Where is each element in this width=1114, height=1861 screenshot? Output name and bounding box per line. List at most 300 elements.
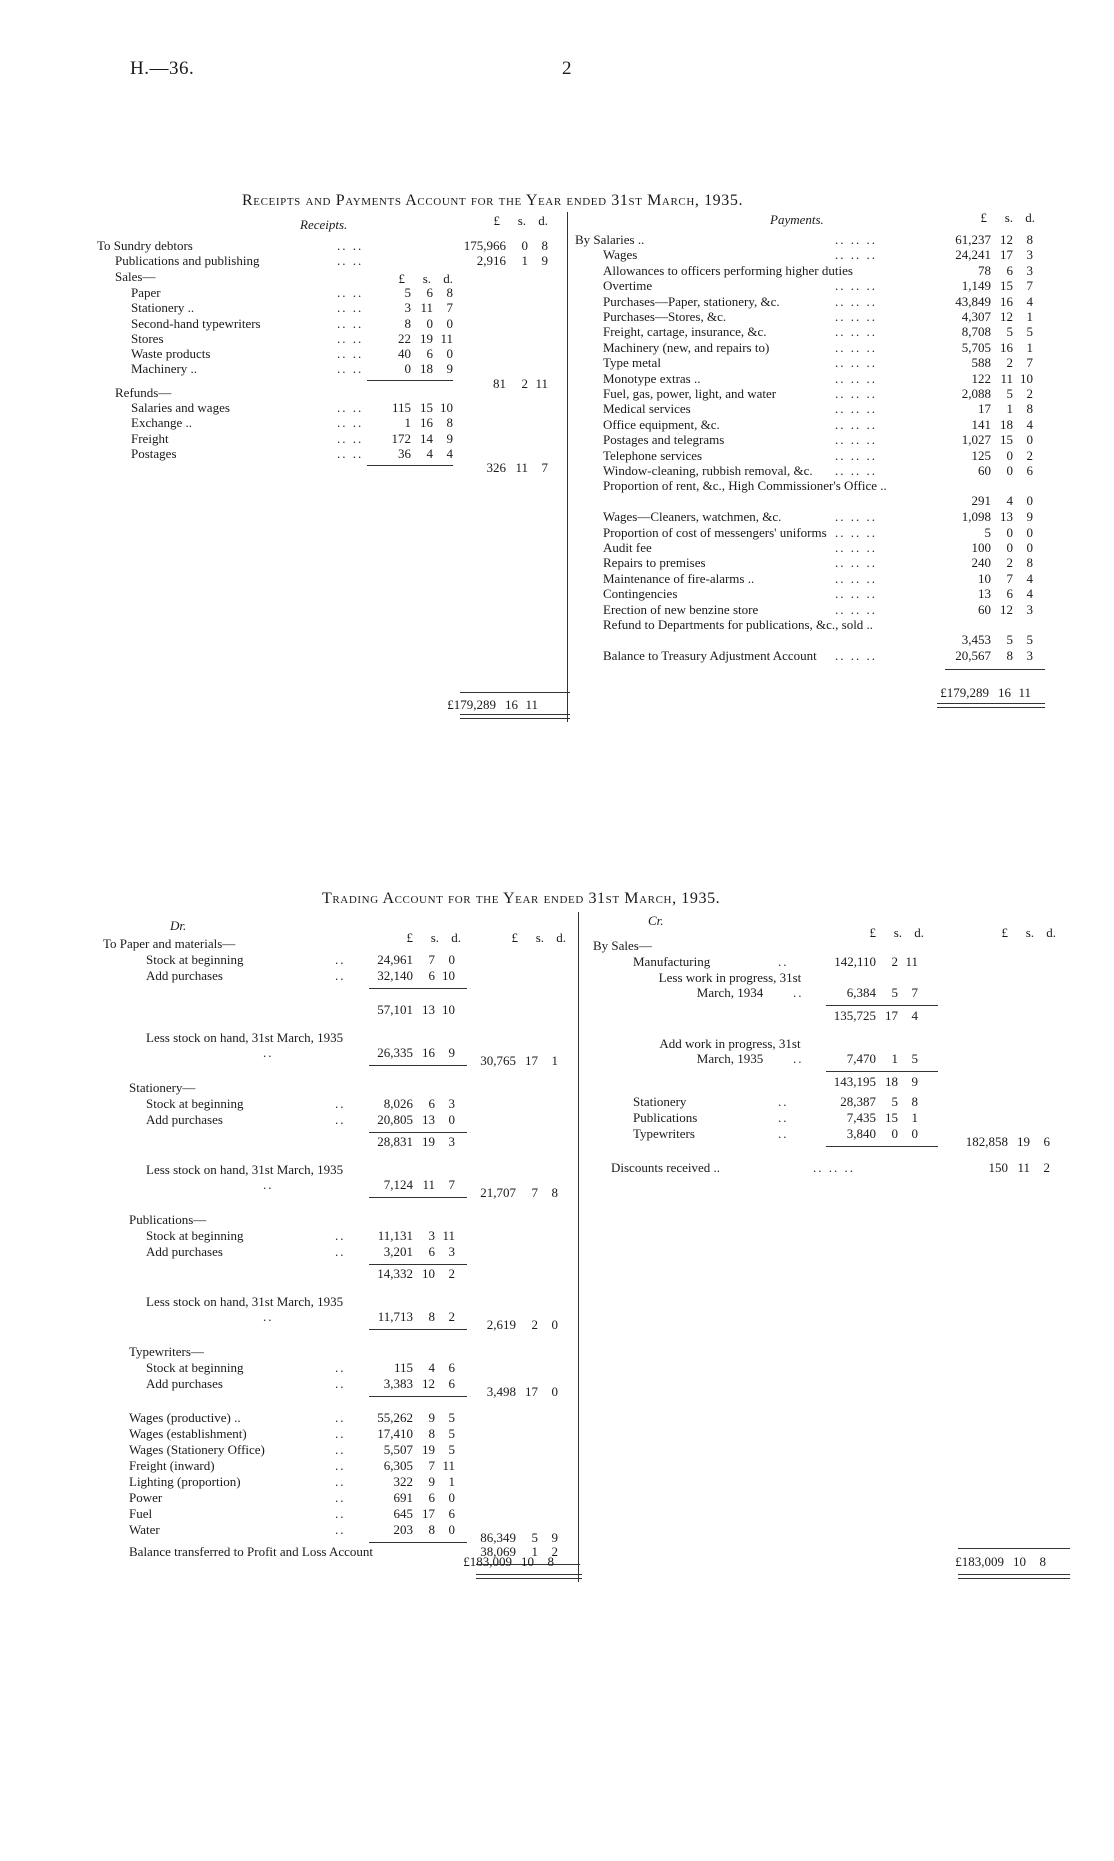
- receipts-grand-total-pounds: £179,289: [447, 697, 496, 712]
- leader-dots: ..: [263, 1177, 274, 1192]
- leader-dots: ..: [335, 1410, 346, 1425]
- receipts-subtotal-amount-pounds: 81: [493, 376, 506, 392]
- receipts-subtotal-amount-shillings: 2: [521, 376, 528, 392]
- dr-item-amount: [357, 1442, 455, 1458]
- payments-amount-shillings: 4: [1006, 493, 1013, 509]
- total-double-rule: [937, 703, 1045, 708]
- cr-item-amount-pence: 9: [911, 1074, 918, 1089]
- total-rule-top: [945, 669, 1045, 670]
- payments-row-label: Purchases—Paper, stationery, &c.: [603, 293, 780, 309]
- cr-item-amount: [820, 954, 918, 970]
- leader-dots: .. .. ..: [835, 247, 877, 263]
- dr-item-amount-pence: 6: [448, 1506, 455, 1521]
- payments-amount: [935, 432, 1033, 448]
- cr-item-amount-pounds: 7,470: [846, 1051, 876, 1066]
- payments-amount-pounds: 5,705: [961, 339, 991, 355]
- payments-amount-shillings: 18: [1000, 416, 1013, 432]
- cr-item-amount-pence: 0: [911, 1126, 918, 1141]
- leader-dots: ..: [335, 1490, 346, 1505]
- receipts-amount-pence: 9: [541, 253, 548, 269]
- payments-amount-pence: 10: [1020, 370, 1033, 386]
- cr-row-label: Publications: [633, 1110, 698, 1125]
- payments-amount-pence: 0: [1026, 432, 1033, 448]
- payments-row-label: Proportion of rent, &c., High Commissioner's Office ..: [603, 478, 887, 494]
- cr-currency-header-s: s.: [1025, 925, 1034, 940]
- payments-amount: [935, 555, 1033, 571]
- dr-row-label: Lighting (proportion): [129, 1474, 241, 1489]
- dr-item-amount-pence: 2: [448, 1266, 455, 1281]
- dr-row-label: Publications—: [129, 1212, 207, 1227]
- payments-amount: [935, 509, 1033, 525]
- receipts-payments-title: Receipts and Payments Account for the Year ended 31st March, 1935.: [242, 192, 744, 209]
- dr-row-label: Stock at beginning: [146, 1096, 244, 1111]
- payments-amount: [935, 386, 1033, 402]
- payments-amount-pounds: 8,708: [961, 324, 991, 340]
- cr-grand-total-pence: 8: [1039, 1554, 1046, 1569]
- receipts-amount-shillings: 0: [521, 238, 528, 253]
- dr-item-amount-pounds: 8,026: [383, 1096, 413, 1111]
- cr-sub-currency-header-pound-sign: £: [869, 925, 876, 940]
- dr-item-amount-pence: 5: [448, 1442, 455, 1457]
- receipts-currency-header-s: s.: [517, 213, 526, 228]
- payments-row-label: Purchases—Stores, &c.: [603, 309, 727, 324]
- payments-amount-shillings: 0: [1006, 540, 1013, 555]
- payments-amount: [935, 540, 1033, 556]
- receipts-item-amount-pounds: 0: [404, 361, 411, 377]
- trading-divider: [578, 912, 579, 1582]
- dr-item-amount-pounds: 322: [393, 1474, 413, 1489]
- leader-dots: ..: [335, 1442, 346, 1457]
- leader-dots: .. .. ..: [835, 586, 877, 602]
- total-double-rule: [476, 1574, 582, 1579]
- payments-amount: [935, 586, 1033, 602]
- dr-item-amount-pence: 6: [448, 1360, 455, 1375]
- dr-item-amount-shillings: 8: [428, 1309, 435, 1324]
- payments-row-label: Postages and telegrams: [603, 432, 725, 448]
- dr-item-amount: [357, 1490, 455, 1506]
- payments-amount-pounds: 1,149: [961, 278, 991, 294]
- dr-item-amount-pounds: 691: [393, 1490, 413, 1505]
- receipts-currency-header: [450, 213, 548, 229]
- dr-item-amount-shillings: 11: [422, 1177, 435, 1192]
- dr-item-amount-pence: 6: [448, 1376, 455, 1391]
- dr-item-amount-pounds: 645: [393, 1506, 413, 1521]
- cr-item-amount-pence: 7: [911, 985, 918, 1000]
- leader-dots: .. .. ..: [835, 232, 877, 247]
- payments-amount: [935, 355, 1033, 371]
- payments-amount-shillings: 0: [1006, 524, 1013, 540]
- leader-dots: .. .. ..: [835, 416, 877, 432]
- payments-amount: [935, 232, 1033, 248]
- leader-dots: ..: [335, 952, 346, 967]
- leader-dots: .. .. ..: [835, 309, 877, 324]
- cr-row: [0, 1074, 1114, 1090]
- dr-item-amount-pence: 9: [448, 1045, 455, 1060]
- dr-row: [0, 1474, 580, 1490]
- payments-amount-pence: 4: [1026, 570, 1033, 586]
- dr-item-amount-shillings: 9: [428, 1410, 435, 1425]
- payments-amount-pence: 8: [1026, 232, 1033, 247]
- dr-item-amount-pence: 0: [448, 952, 455, 967]
- dr-item-amount: [357, 1360, 455, 1376]
- cr-item-amount-pounds: 143,195: [833, 1074, 876, 1089]
- receipts-heading: Receipts.: [300, 217, 348, 232]
- dr-row-label: Freight (inward): [129, 1458, 215, 1473]
- receipts-item-amount-pence: 4: [446, 445, 453, 461]
- dr-subtotal-amount: [460, 1384, 558, 1400]
- cr-item-amount-shillings: 1: [891, 1051, 898, 1066]
- cr-item-amount-pounds: 28,387: [840, 1094, 876, 1109]
- dr-row: [0, 1410, 580, 1426]
- dr-item-amount-pence: 0: [448, 1490, 455, 1505]
- payments-amount-pence: 1: [1026, 309, 1033, 324]
- cr-row-label: By Sales—: [593, 938, 652, 953]
- payments-amount: [935, 401, 1033, 417]
- dr-item-amount-shillings: 7: [428, 1458, 435, 1473]
- cr-item-amount-pounds: 7,435: [846, 1110, 876, 1125]
- dr-item-amount: [357, 1376, 455, 1392]
- dr-item-amount-shillings: 7: [428, 952, 435, 967]
- cr-grand-total-shillings: 10: [1013, 1554, 1026, 1569]
- payments-amount-shillings: 12: [1000, 601, 1013, 617]
- dr-row-label: Fuel: [129, 1506, 153, 1521]
- payments-amount-shillings: 2: [1006, 555, 1013, 571]
- subtotal-rule: [369, 1329, 467, 1330]
- payments-row-label: Window-cleaning, rubbish removal, &c.: [603, 463, 813, 478]
- payments-amount-pounds: 141: [971, 416, 991, 432]
- dr-currency-header-s: s.: [535, 930, 544, 945]
- payments-amount: [935, 340, 1033, 356]
- dr-item-amount-pence: 3: [448, 1096, 455, 1111]
- payments-amount: [935, 525, 1033, 541]
- leader-dots: ..: [778, 954, 789, 969]
- payments-row-label: Allowances to officers performing higher duties: [603, 262, 853, 278]
- dr-item-amount-pence: 3: [448, 1244, 455, 1259]
- receipts-item-amount-shillings: 14: [420, 430, 433, 446]
- receipts-item-amount-pounds: 36: [398, 445, 411, 461]
- subtotal-rule: [369, 1542, 467, 1543]
- receipts-item-amount-pounds: 1: [404, 415, 411, 431]
- payments-amount: [935, 309, 1033, 325]
- payments-currency-header-d: d.: [1025, 210, 1035, 225]
- cr-row: [0, 1126, 1114, 1142]
- dr-item-amount-shillings: 9: [428, 1474, 435, 1489]
- leader-dots: .. .. ..: [835, 524, 877, 540]
- receipts-grand-total-shillings: 16: [505, 697, 518, 712]
- receipts-row-label: Publications and publishing: [115, 253, 260, 269]
- leader-dots: ..: [793, 1051, 804, 1066]
- payments-row-label: By Salaries ..: [575, 232, 645, 247]
- payments-amount: [935, 602, 1033, 618]
- receipts-row-label: Second-hand typewriters: [131, 315, 261, 331]
- dr-subtotal-amount-pounds: 3,498: [486, 1384, 516, 1399]
- cr-item-amount: [820, 985, 918, 1001]
- payments-amount-pence: 0: [1026, 540, 1033, 555]
- dr-item-amount-shillings: 12: [422, 1376, 435, 1391]
- payments-row-label: Medical services: [603, 401, 691, 417]
- total-rule-top: [460, 692, 570, 693]
- dr-subtotal-amount-shillings: 17: [525, 1053, 538, 1068]
- dr-item-amount-pence: 3: [448, 1134, 455, 1149]
- dr-subtotal-amount-pounds: 21,707: [480, 1185, 516, 1200]
- dr-item-amount-pounds: 20,805: [377, 1112, 413, 1127]
- dr-item-amount: [357, 1228, 455, 1244]
- leader-dots: .. ..: [337, 330, 364, 346]
- dr-grand-total-shillings: 10: [521, 1554, 534, 1569]
- dr-item-amount-pounds: 203: [393, 1522, 413, 1537]
- leader-dots: .. ..: [337, 361, 364, 377]
- dr-item-amount: [357, 1177, 455, 1193]
- payments-amount-pounds: 20,567: [955, 647, 991, 663]
- leader-dots: .. ..: [337, 253, 364, 269]
- leader-dots: .. .. ..: [835, 570, 877, 586]
- payments-amount-pence: 4: [1026, 293, 1033, 309]
- receipts-item-amount-pence: 8: [446, 284, 453, 300]
- payments-amount-pounds: 10: [978, 570, 991, 586]
- dr-row-label: To Paper and materials—: [103, 936, 236, 951]
- dr-item-amount: [357, 1410, 455, 1426]
- leader-dots: ..: [335, 1426, 346, 1441]
- receipts-row-label: Refunds—: [115, 384, 172, 400]
- payments-amount-pounds: 43,849: [955, 293, 991, 309]
- payments-row-label: Wages: [603, 247, 638, 263]
- payments-amount-pounds: 5: [984, 524, 991, 540]
- payments-amount-shillings: 7: [1006, 570, 1013, 586]
- dr-row-label: Stock at beginning: [146, 1360, 244, 1375]
- cr-item-amount-pounds: 3,840: [846, 1126, 876, 1141]
- payments-grand-total: [933, 685, 1031, 701]
- dr-item-amount-pence: 0: [448, 1522, 455, 1537]
- payments-grand-total-pence: 11: [1018, 685, 1031, 700]
- dr-item-amount-pounds: 28,831: [377, 1134, 413, 1149]
- dr-subtotal-amount: [460, 1317, 558, 1333]
- leader-dots: .. .. ..: [835, 647, 877, 663]
- dr-subtotal-amount-shillings: 17: [525, 1384, 538, 1399]
- payments-row-label: Maintenance of fire-alarms ..: [603, 570, 755, 586]
- payments-currency-header: [937, 210, 1035, 226]
- dr-row-label: Balance transferred to Profit and Loss Account: [129, 1544, 374, 1559]
- payments-amount: [935, 493, 1033, 509]
- subtotal-rule: [826, 1146, 938, 1147]
- payments-grand-total-shillings: 16: [998, 685, 1011, 700]
- leader-dots: ..: [335, 1474, 346, 1489]
- cr-currency-header-pound-sign: £: [1001, 925, 1008, 940]
- payments-row-label: Wages—Cleaners, watchmen, &c.: [603, 509, 782, 525]
- dr-currency-header-pound-sign: £: [511, 930, 518, 945]
- payments-amount: [935, 278, 1033, 294]
- leader-dots: .. .. ..: [835, 293, 877, 309]
- payments-currency-header-s: s.: [1004, 210, 1013, 225]
- dr-subtotal-amount-pounds: 30,765: [480, 1053, 516, 1068]
- leader-dots: .. .. ..: [835, 401, 877, 417]
- total-double-rule: [460, 714, 570, 719]
- cr-item-amount: [820, 1051, 918, 1067]
- dr-amount-pence: 2: [551, 1544, 558, 1559]
- dr-item-amount-pence: 11: [442, 1228, 455, 1243]
- payments-amount-pounds: 240: [971, 555, 991, 571]
- receipts-row-label: Stores: [131, 330, 164, 346]
- payments-amount-pounds: 291: [971, 493, 991, 509]
- receipts-item-amount-pounds: 40: [398, 346, 411, 362]
- dr-item-amount-pounds: 3,201: [383, 1244, 413, 1259]
- cr-row: [0, 938, 1114, 954]
- subtotal-rule: [369, 1197, 467, 1198]
- cr-item-amount-shillings: 18: [885, 1074, 898, 1089]
- leader-dots: .. ..: [337, 346, 364, 362]
- payments-row-label: Monotype extras ..: [603, 370, 701, 386]
- receipts-row-label: Postages: [131, 445, 177, 461]
- payments-amount: [935, 632, 1033, 648]
- dr-item-amount-shillings: 19: [422, 1134, 435, 1149]
- dr-subtotal-amount-pence: 0: [551, 1317, 558, 1332]
- dr-grand-total-pence: 8: [547, 1554, 554, 1569]
- payments-row: [0, 478, 1114, 494]
- cr-grand-total: [948, 1554, 1046, 1570]
- payments-amount-pence: 8: [1026, 555, 1033, 571]
- payments-amount: [935, 247, 1033, 263]
- dr-item-amount-pence: 10: [442, 1002, 455, 1017]
- cr-subtotal-amount-pounds: 182,858: [965, 1134, 1008, 1149]
- leader-dots: ..: [335, 1228, 346, 1243]
- payments-amount: [935, 371, 1033, 387]
- receipts-item-amount-pence: 9: [446, 361, 453, 377]
- receipts-item-amount-pence: 0: [446, 346, 453, 362]
- dr-item-amount-pounds: 6,305: [383, 1458, 413, 1473]
- receipts-item-amount-shillings: 6: [426, 284, 433, 300]
- payments-amount-pence: 6: [1026, 463, 1033, 478]
- cr-grand-total-pounds: £183,009: [955, 1554, 1004, 1569]
- dr-item-amount-shillings: 17: [422, 1506, 435, 1521]
- payments-row-label: Telephone services: [603, 447, 703, 463]
- dr-row: [0, 1442, 580, 1458]
- receipts-row-label: Stationery ..: [131, 300, 195, 316]
- leader-dots: .. ..: [337, 315, 364, 331]
- dr-subtotal-amount-pence: 9: [551, 1530, 558, 1545]
- payments-currency-header-pound-sign: £: [980, 210, 987, 225]
- receipts-currency-header-d: d.: [538, 213, 548, 228]
- payments-amount-pounds: 17: [978, 401, 991, 417]
- payments-row-label: Balance to Treasury Adjustment Account: [603, 647, 817, 663]
- dr-item-amount-pounds: 5,507: [383, 1442, 413, 1457]
- dr-row-label: Power: [129, 1490, 163, 1505]
- cr-row: [0, 1160, 1114, 1176]
- payments-heading: Payments.: [770, 212, 824, 227]
- dr-item-amount-shillings: 8: [428, 1522, 435, 1537]
- payments-amount-shillings: 17: [1000, 247, 1013, 263]
- subtotal-rule: [369, 1264, 467, 1265]
- dr-item-amount-shillings: 8: [428, 1426, 435, 1441]
- payments-amount: [935, 648, 1033, 664]
- receipts-grand-total: [440, 697, 538, 713]
- cr-item-amount: [820, 1008, 918, 1024]
- payments-amount-pence: 9: [1026, 509, 1033, 525]
- dr-subtotal-amount-pence: 0: [551, 1384, 558, 1399]
- receipts-item-amount-pence: 9: [446, 430, 453, 446]
- dr-item-amount: [357, 1266, 455, 1282]
- dr-row: [0, 1458, 580, 1474]
- payments-amount: [935, 263, 1033, 279]
- total-double-rule: [958, 1574, 1070, 1579]
- dr-item-amount-pounds: 55,262: [377, 1410, 413, 1425]
- dr-item-amount-shillings: 19: [422, 1442, 435, 1457]
- leader-dots: ..: [335, 968, 346, 983]
- cr-item-amount-shillings: 5: [891, 985, 898, 1000]
- leader-dots: .. .. ..: [835, 278, 877, 294]
- cr-item-amount-pounds: 142,110: [834, 954, 876, 969]
- dr-subtotal-amount-pence: 8: [551, 1185, 558, 1200]
- payments-amount-pence: 2: [1026, 386, 1033, 401]
- dr-item-amount-pounds: 14,332: [377, 1266, 413, 1281]
- payments-amount-shillings: 15: [1000, 432, 1013, 448]
- dr-item-amount-pounds: 7,124: [383, 1177, 413, 1192]
- payments-amount-shillings: 16: [1000, 293, 1013, 309]
- payments-amount-pence: 7: [1026, 278, 1033, 294]
- dr-item-amount-pounds: 26,335: [377, 1045, 413, 1060]
- dr-grand-total: [456, 1554, 554, 1570]
- cr-heading: Cr.: [648, 913, 664, 928]
- receipts-row-label: Machinery ..: [131, 361, 198, 377]
- leader-dots: ..: [335, 1096, 346, 1111]
- cr-item-amount-pence: 11: [905, 954, 918, 969]
- dr-item-amount-pence: 0: [448, 1112, 455, 1127]
- receipts-item-amount-shillings: 6: [426, 346, 433, 362]
- receipts-subtotal-amount-pounds: 326: [486, 459, 506, 475]
- dr-row: [0, 1344, 580, 1360]
- payments-amount: [935, 294, 1033, 310]
- dr-item-amount-shillings: 3: [428, 1228, 435, 1243]
- dr-sub-currency-header-pound-sign: £: [406, 930, 413, 945]
- dr-row-label: Less stock on hand, 31st March, 1935: [146, 1294, 344, 1309]
- receipts-grand-total-pence: 11: [525, 697, 538, 712]
- dr-subtotal-amount-shillings: 5: [531, 1530, 538, 1545]
- dr-row-label: Stock at beginning: [146, 952, 244, 967]
- dr-item-amount-pounds: 3,383: [383, 1376, 413, 1391]
- payments-amount-pence: 3: [1026, 601, 1033, 617]
- payments-amount-shillings: 15: [1000, 278, 1013, 294]
- payments-row-label: Overtime: [603, 278, 653, 294]
- leader-dots: .. ..: [337, 415, 364, 431]
- cr-item-amount-shillings: 15: [885, 1110, 898, 1125]
- payments-amount-pounds: 61,237: [955, 232, 991, 247]
- cr-row-label: Manufacturing: [633, 954, 711, 969]
- dr-item-amount-shillings: 6: [428, 968, 435, 983]
- receipts-item-amount-shillings: 19: [420, 330, 433, 346]
- dr-item-amount: [357, 1426, 455, 1442]
- receipts-item-amount-pounds: 172: [391, 430, 411, 446]
- leader-dots: ..: [778, 1126, 789, 1141]
- dr-item-amount-shillings: 6: [428, 1244, 435, 1259]
- dr-subtotal-amount-shillings: 7: [531, 1185, 538, 1200]
- payments-amount-pounds: 588: [971, 355, 991, 371]
- payments-amount-pounds: 13: [978, 586, 991, 602]
- payments-amount-pence: 0: [1026, 493, 1033, 509]
- payments-amount-pence: 5: [1026, 632, 1033, 647]
- leader-dots: ..: [335, 1244, 346, 1259]
- dr-item-amount: [357, 1309, 455, 1325]
- page-ref: H.—36.: [130, 58, 195, 79]
- payments-amount-shillings: 11: [1000, 370, 1013, 386]
- leader-dots: ..: [335, 1360, 346, 1375]
- dr-row-label: Wages (productive) ..: [129, 1410, 241, 1425]
- receipts-row-label: Salaries and wages: [131, 400, 230, 415]
- dr-row-label: Typewriters—: [129, 1344, 204, 1359]
- cr-sub-currency-header-s: s.: [893, 925, 902, 940]
- dr-row-label: Less stock on hand, 31st March, 1935: [146, 1030, 344, 1045]
- cr-item-amount-pence: 8: [911, 1094, 918, 1109]
- payments-amount-pounds: 4,307: [961, 309, 991, 324]
- cr-item-amount-shillings: 2: [891, 954, 898, 969]
- payments-amount-pounds: 1,027: [961, 432, 991, 448]
